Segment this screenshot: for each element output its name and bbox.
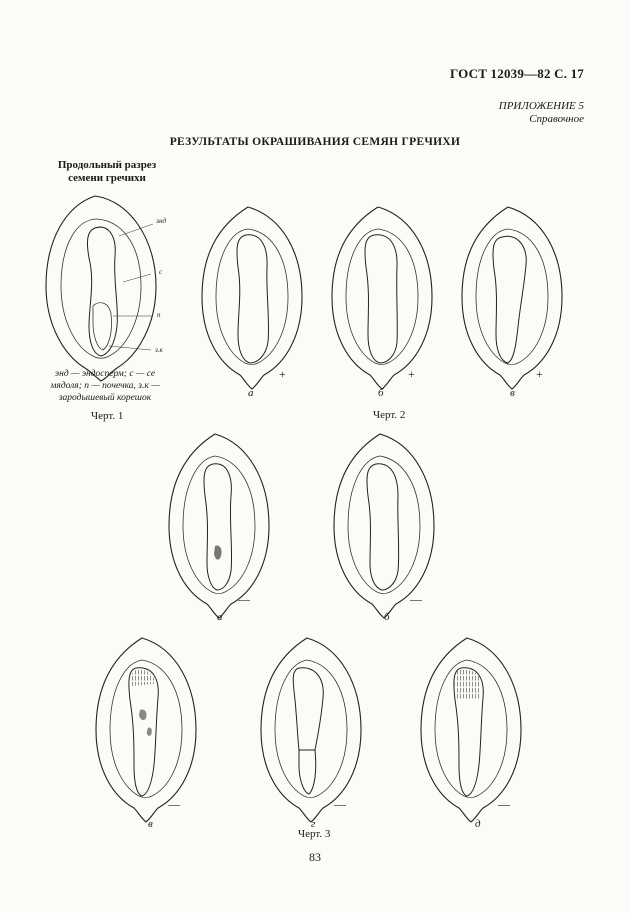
figure2-letter-v: в <box>510 387 515 399</box>
page-title: РЕЗУЛЬТАТЫ ОКРАШИВАНИЯ СЕМЯН ГРЕЧИХИ <box>169 136 461 148</box>
figure2-letter-b: б <box>378 387 384 399</box>
figure3-sign-b: — <box>410 592 422 606</box>
figure2-seed-b <box>332 207 432 389</box>
figure3-sign-d: — <box>498 797 510 811</box>
figure3-letter-a: а <box>217 611 223 623</box>
figure1-caption-line1: Продольный разрез <box>57 159 157 171</box>
figure2-sign-v: + <box>536 367 543 381</box>
appendix-note: Справочное <box>529 113 584 125</box>
appendix-title: ПРИЛОЖЕНИЕ 5 <box>498 100 584 112</box>
figure2-letter-a: а <box>248 387 254 399</box>
figure2-label: Черт. 2 <box>373 409 406 421</box>
figure3-seed-v <box>96 638 196 822</box>
label-s: с <box>159 268 163 276</box>
figure3-seed-b <box>334 434 434 618</box>
figure3-letter-d: д <box>475 818 481 830</box>
figure1-legend-line1: энд — эндосперм; с — се <box>54 369 156 379</box>
figure3-letter-g: г <box>311 818 316 830</box>
figure1-seed-section <box>46 196 156 381</box>
label-p: п <box>157 311 161 319</box>
figure1-legend <box>30 368 180 404</box>
figure1-legend-line2: мядоля; п — почечка, з.к — <box>50 381 160 391</box>
label-end: энд <box>156 217 167 225</box>
figure2-sign-a: + <box>279 367 286 381</box>
figure1-label: Черт. 1 <box>91 410 124 422</box>
figure1-legend-line3: зародышевый корешок <box>58 393 152 403</box>
figure1-caption-line2: семени гречихи <box>68 172 146 184</box>
figure3-seed-g <box>261 638 361 822</box>
standard-header: ГОСТ 12039—82 С. 17 <box>450 66 584 81</box>
figure3-sign-a: — <box>238 592 250 606</box>
figure3-seed-a <box>169 434 269 618</box>
figure2-seed-v <box>462 207 562 389</box>
figure3-label: Черт. 3 <box>298 828 331 840</box>
figure2-sign-b: + <box>408 367 415 381</box>
page-number: 83 <box>309 850 321 864</box>
figure2-seed-a <box>202 207 302 389</box>
figure3-sign-v: — <box>168 797 180 811</box>
figure3-letter-v: в <box>148 818 153 830</box>
label-zk: з.к <box>155 346 163 354</box>
figure3-sign-g: — <box>334 797 346 811</box>
figure3-seed-d <box>421 638 521 822</box>
figure3-letter-b: б <box>384 611 390 623</box>
